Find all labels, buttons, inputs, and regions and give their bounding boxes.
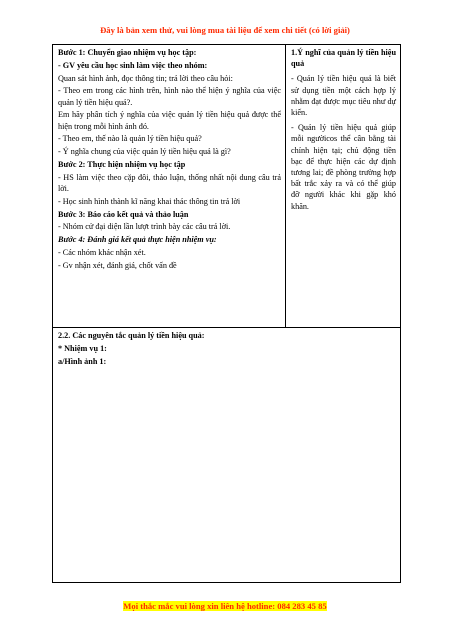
content-cell (286, 45, 401, 328)
text-p5: - Ý nghĩa chung của việc quản lý tiền hiệu quả là gì? (58, 147, 231, 157)
text-p6: - HS làm việc theo cặp đôi, thảo luận, thống nhất nội dung câu trả lời. (58, 172, 281, 193)
text-p9: - Các nhóm khác nhận xét. (58, 247, 146, 257)
text-p7: - Học sinh hình thành kĩ năng khai thác thông tin trả lời (58, 196, 241, 206)
text-p1: Quan sát hình ảnh, đọc thông tin; trả lời theo câu hỏi: (58, 73, 233, 83)
step4-title: Bước 4: Đánh giá kết quả thực hiện nhiệm vụ: (58, 235, 217, 245)
section-title: 1.Ý nghĩ của quản lý tiền hiệu quả (291, 48, 396, 69)
text-p10: - Gv nhận xét, đánh giá, chốt vấn đề (58, 260, 177, 270)
principles-cell (53, 328, 401, 583)
content-p1: - Quản lý tiền hiệu quả là biết sử dụng tiền một cách hợp lý nhằm đạt được mục tiêu như dự kiến. (291, 74, 396, 118)
gv-instruction: - GV yêu cầu học sinh làm việc theo nhóm: (58, 60, 208, 70)
lesson-table (52, 44, 401, 583)
text-p8: - Nhóm cử đại diện lần lượt trình bày các câu trả lời. (58, 222, 231, 232)
text-p4: - Theo em, thế nào là quản lý tiền hiệu quả? (58, 134, 202, 144)
image-label: a/Hình ảnh 1: (58, 356, 107, 366)
step3-title: Bước 3: Báo cáo kết quả và thảo luận (58, 209, 189, 219)
content-p2: - Quản lý tiền hiệu quả giúp mỗi ngườicos thể cân bằng tài chính hiện tại; chủ động tiền bạc để thực hiện các dự định tương lai; đề phòng trường hợp bất trắc xảy ra và có thể giúp đỡ người khác khi gặp khó khăn. (291, 123, 396, 211)
principles-title: 2.2. Các nguyên tắc quản lý tiền hiệu quả: (58, 331, 205, 340)
step1-title: Bước 1: Chuyển giao nhiệm vụ học tập: (58, 48, 197, 57)
hotline-text: Mọi thắc mắc vui lòng xin liên hệ hotline: 084 283 45 85 (123, 601, 327, 611)
text-p3: Em hãy phân tích ý nghĩa của việc quản lý tiền hiệu quả được thể hiện trong mỗi hình ảnh đó. (58, 110, 281, 131)
step2-title: Bước 2: Thực hiện nhiệm vụ học tập (58, 159, 186, 169)
text-p2: - Theo em trong các hình trên, hình nào thể hiện ý nghĩa của việc quản lý tiền hiệu quả?. (58, 86, 281, 107)
preview-banner: Đây là bản xem thử, vui lòng mua tài liệu để xem chi tiết (có lời giải) (100, 25, 350, 35)
activity-cell (53, 45, 286, 328)
task-label: * Nhiệm vụ 1: (58, 343, 107, 353)
hotline-footer (0, 601, 450, 611)
